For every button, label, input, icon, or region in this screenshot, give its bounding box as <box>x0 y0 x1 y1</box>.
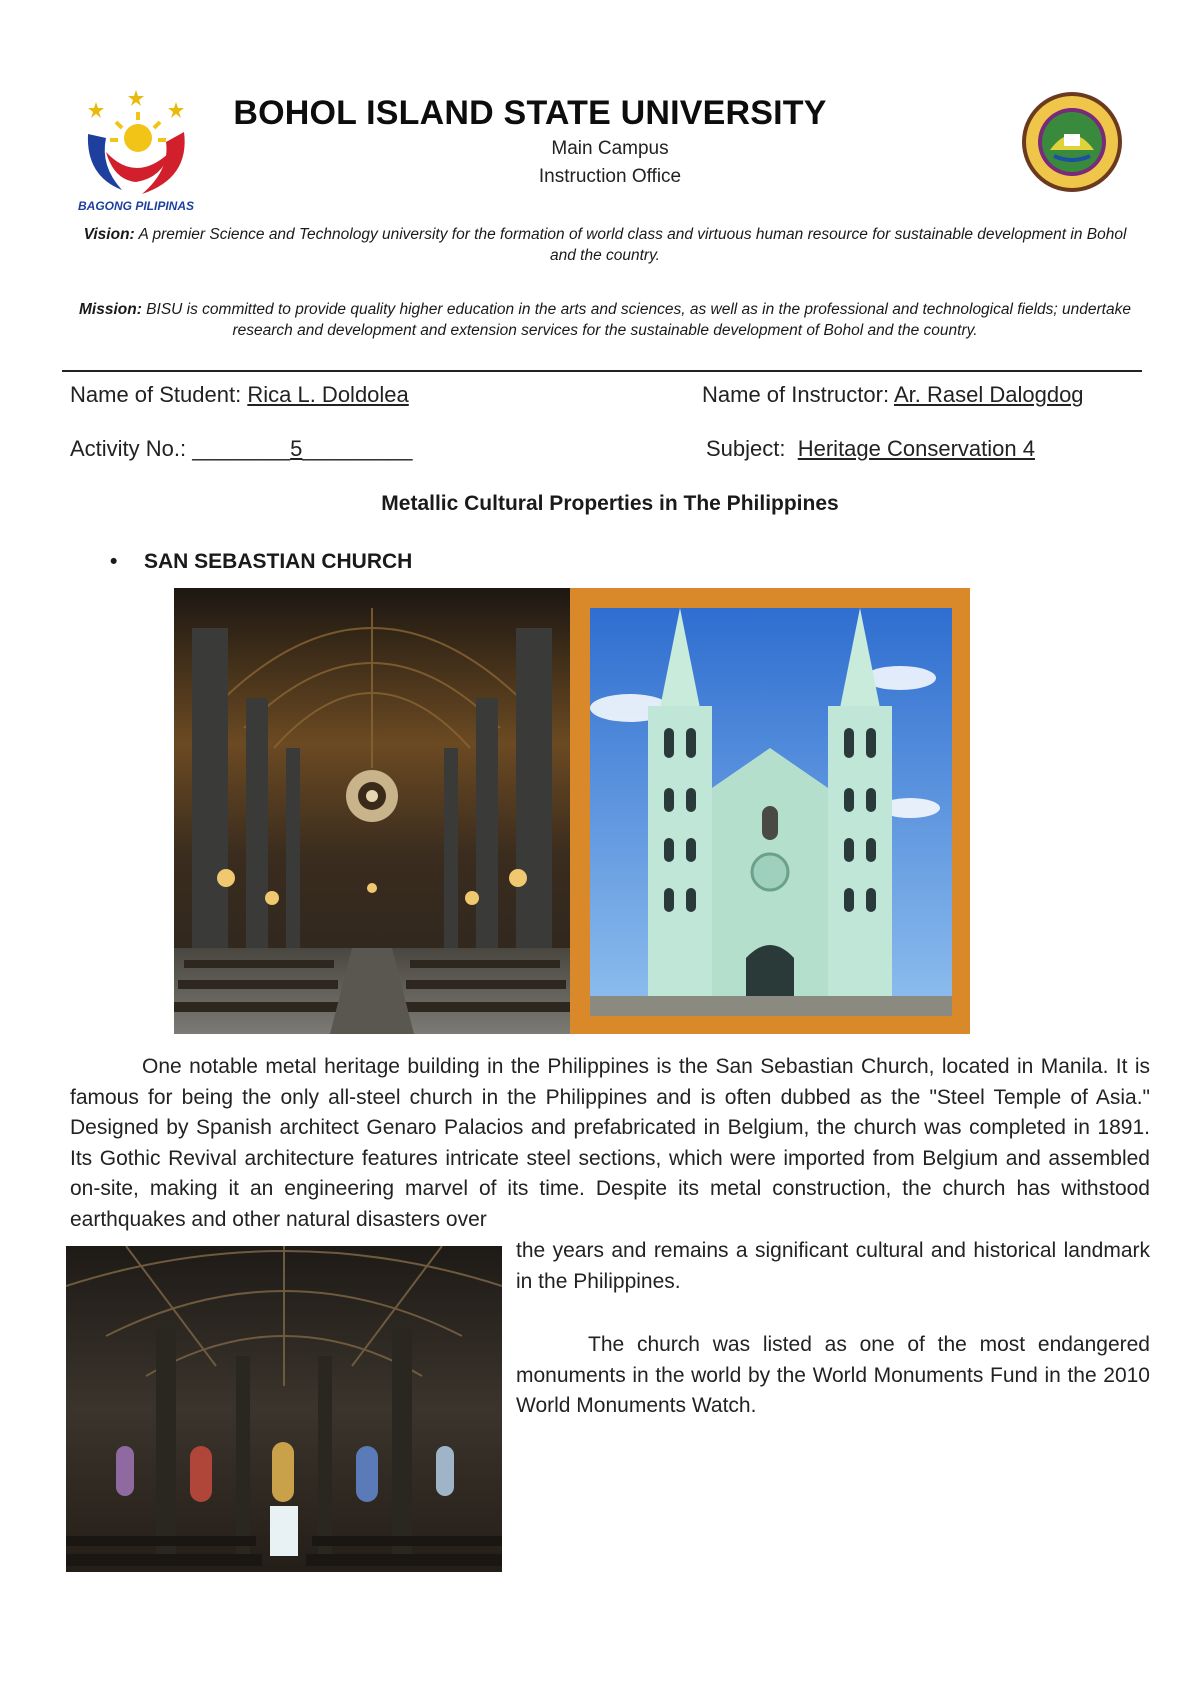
vision-statement <box>70 224 1140 266</box>
subject-field <box>706 436 1035 462</box>
mission-text: BISU is committed to provide quality higher education in the arts and sciences, as well as in the professional and technological fields; undertake research and development and extension services for the sustainable development of Bohol and the country. <box>141 301 1131 339</box>
vision-text: A premier Science and Technology university for the formation of world class and virtuous human resource for sustainable development in Bohol and the country. <box>134 226 1127 264</box>
activity-number-field <box>70 436 413 462</box>
document-title: Metallic Cultural Properties in The Philippines <box>381 492 839 515</box>
student-value: Rica L. Doldolea <box>247 382 409 407</box>
university-name: BOHOL ISLAND STATE UNIVERSITY <box>233 94 827 132</box>
campus-name: Main Campus <box>551 138 669 159</box>
paragraph-2 <box>516 1330 1150 1422</box>
church-interior-photo <box>174 588 570 1034</box>
instructor-name-field <box>702 382 1084 408</box>
activity-blank-after: _________ <box>302 436 413 461</box>
subject-label: Subject: <box>706 436 786 461</box>
paragraph-1-continued-text: the years and remains a significant cultural and historical landmark in the Philippines. <box>516 1239 1150 1293</box>
vision-label: Vision: <box>83 226 135 243</box>
paragraph-2-text: The church was listed as one of the most endangered monuments in the world by the World Monuments Fund in the 2010 World Monuments Watch. <box>516 1333 1150 1417</box>
activity-value: 5 <box>290 436 303 461</box>
bullet: • <box>110 550 118 573</box>
church-nave-photo <box>66 1246 502 1572</box>
instructor-label: Name of Instructor: <box>702 382 890 407</box>
section-heading-text: SAN SEBASTIAN CHURCH <box>144 550 413 573</box>
student-label: Name of Student: <box>70 382 242 407</box>
paragraph-1-text: One notable metal heritage building in the Philippines is the San Sebastian Church, located in Manila. It is famous for being the only all-steel church in the Philippines and is often dubbed as the "Steel Temple of Asia." Designed by Spanish architect Genaro Palacios and prefabricated in Belgium, the church was completed in 1891. Its Gothic Revival architecture features intricate steel sections, which were imported from Belgium and assembled on-site, making it an engineering marvel of its time. Despite its metal construction, the church has withstood earthquakes and other natural disasters over <box>70 1055 1150 1231</box>
church-exterior-photo <box>570 588 970 1034</box>
activity-blank-before: ________ <box>192 436 291 461</box>
paragraph-1-continued <box>516 1236 1150 1297</box>
bagong-pilipinas-text: BAGONG PILIPINAS <box>77 199 195 213</box>
paragraph-1 <box>70 1052 1150 1235</box>
header-divider <box>62 370 1142 372</box>
office-name: Instruction Office <box>538 166 682 187</box>
mission-label: Mission: <box>79 301 142 318</box>
university-seal <box>1020 90 1124 194</box>
mission-statement <box>70 299 1140 341</box>
section-heading <box>110 550 412 574</box>
student-name-field <box>70 382 409 408</box>
instructor-value: Ar. Rasel Dalogdog <box>893 382 1084 407</box>
activity-label: Activity No.: <box>70 436 187 461</box>
subject-value: Heritage Conservation 4 <box>797 436 1035 461</box>
